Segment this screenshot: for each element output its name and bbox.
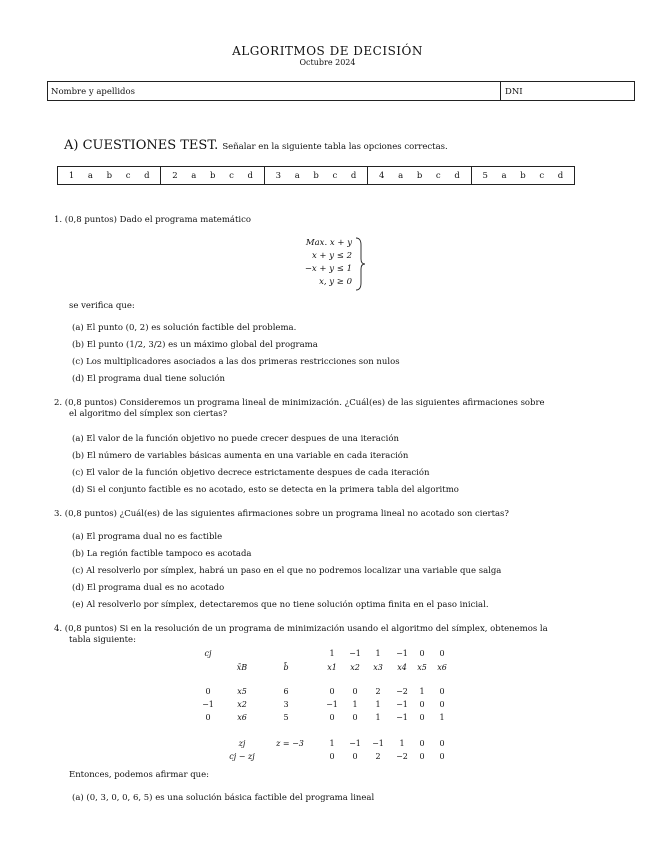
tableau-cell: 1 <box>439 713 445 722</box>
var-header: x5 <box>417 663 427 672</box>
answer-option-b[interactable]: b <box>313 170 319 181</box>
program-objective: Max. x + y <box>305 238 352 248</box>
tableau-cell: 1 <box>352 700 358 709</box>
question-1-stem: 1. (0,8 puntos) Dado el programa matemático <box>54 215 251 225</box>
var-header: x2 <box>350 663 360 672</box>
cb-cell: 0 <box>205 687 211 696</box>
cz-cell: 0 <box>419 752 425 761</box>
tableau-cell: 0 <box>419 713 425 722</box>
tableau-cell: 2 <box>375 687 381 696</box>
answer-cell-2 <box>160 167 263 184</box>
answer-option-d[interactable]: d <box>144 170 150 181</box>
zj-cell: 1 <box>329 739 335 748</box>
tableau-cell: 0 <box>439 687 445 696</box>
cz-cell: 0 <box>352 752 358 761</box>
question-3-option-c: (c) Al resolverlo por símplex, habrá un paso en el que no podremos localizar una variable que salga <box>72 566 502 576</box>
answer-option-c[interactable]: c <box>229 170 234 181</box>
section-a-title: A) CUESTIONES TEST. <box>64 138 219 153</box>
answer-cell-5 <box>471 167 574 184</box>
question-3-option-a: (a) El programa dual no es factible <box>72 532 223 542</box>
cz-cell: 0 <box>329 752 335 761</box>
b-cell: 5 <box>283 713 289 722</box>
question-2-option-a: (a) El valor de la función objetivo no puede crecer despues de una iteración <box>72 434 399 444</box>
objective-value: z = −3 <box>276 739 304 748</box>
question-1-lead: se verifica que: <box>69 301 135 311</box>
answer-option-b[interactable]: b <box>210 170 216 181</box>
answer-option-d[interactable]: d <box>247 170 253 181</box>
zj-cell: 1 <box>399 739 405 748</box>
question-3-option-b: (b) La región factible tampoco es acotada <box>72 549 252 559</box>
answer-cell-3 <box>264 167 367 184</box>
answer-option-a[interactable]: a <box>87 170 93 181</box>
tableau-cell: 0 <box>329 687 335 696</box>
question-2-option-d: (d) Si el conjunto factible es no acotado, esto se detecta en la primera tabla del algoritmo <box>72 485 459 495</box>
section-a-heading <box>64 138 448 153</box>
zj-cell: 0 <box>419 739 425 748</box>
answer-cell-4 <box>367 167 470 184</box>
cost-cell: 1 <box>375 649 381 658</box>
tableau-cell: 1 <box>375 700 381 709</box>
zj-cell: −1 <box>349 739 361 748</box>
cost-cell: 0 <box>419 649 425 658</box>
cost-cell: −1 <box>349 649 361 658</box>
question-1-option-b: (b) El punto (1/2, 3/2) es un máximo global del programa <box>72 340 318 350</box>
dni-field-label: DNI <box>505 87 523 97</box>
answer-option-a[interactable]: a <box>294 170 300 181</box>
cj-label: cj <box>204 649 212 658</box>
program-brace <box>354 237 366 291</box>
var-header: x4 <box>397 663 407 672</box>
answer-number: 4 <box>379 170 385 181</box>
question-1-program <box>290 237 352 289</box>
cz-cell: 0 <box>439 752 445 761</box>
section-a-instruction: Señalar en la siguiente tabla las opciones correctas. <box>222 142 448 152</box>
answer-number: 5 <box>482 170 488 181</box>
tableau-cell: −1 <box>326 700 338 709</box>
question-4-stem: 4. (0,8 puntos) Si en la resolución de un programa de minimización usando el algoritmo del símplex, obtenemos la <box>54 624 548 634</box>
xb-cell: x5 <box>237 687 247 696</box>
question-1-option-d: (d) El programa dual tiene solución <box>72 374 225 384</box>
answer-option-a[interactable]: a <box>398 170 404 181</box>
question-2-stem: 2. (0,8 puntos) Consideremos un programa lineal de minimización. ¿Cuál(es) de las siguientes afirmaciones sobre <box>54 398 545 408</box>
identification-divider <box>500 82 501 100</box>
xb-cell: x2 <box>237 700 247 709</box>
answer-option-a[interactable]: a <box>501 170 507 181</box>
name-field-label: Nombre y apellidos <box>51 87 135 97</box>
b-cell: 3 <box>283 700 289 709</box>
xb-header: x̄B <box>236 663 248 672</box>
answer-option-d[interactable]: d <box>350 170 357 181</box>
answer-option-c[interactable]: c <box>332 170 338 181</box>
tableau-cell: 0 <box>352 713 358 722</box>
question-1-option-c: (c) Los multiplicadores asociados a las dos primeras restricciones son nulos <box>72 357 400 367</box>
question-2-stem-cont: el algoritmo del símplex son ciertas? <box>69 409 228 419</box>
question-3-stem: 3. (0,8 puntos) ¿Cuál(es) de las siguientes afirmaciones sobre un programa lineal no acotado son ciertas? <box>54 509 509 519</box>
zj-cell: 0 <box>439 739 445 748</box>
var-header: x1 <box>327 663 337 672</box>
answer-option-c[interactable]: c <box>435 170 441 181</box>
xb-cell: x6 <box>237 713 247 722</box>
program-constraint: x + y ≤ 2 <box>311 251 352 261</box>
var-header: x3 <box>373 663 383 672</box>
question-1-option-a: (a) El punto (0, 2) es solución factible del problema. <box>72 323 297 333</box>
answer-option-d[interactable]: d <box>557 170 564 181</box>
answer-option-c[interactable]: c <box>539 170 545 181</box>
question-3-option-e: (e) Al resolverlo por símplex, detectaremos que no tiene solución optima finita en el paso inicial. <box>72 600 489 610</box>
answer-number: 1 <box>68 170 75 181</box>
tableau-cell: −1 <box>396 700 408 709</box>
program-constraint: −x + y ≤ 1 <box>304 264 352 274</box>
tableau-cell: −1 <box>396 713 408 722</box>
zj-label: zj <box>238 739 246 748</box>
answer-option-a[interactable]: a <box>191 170 197 181</box>
program-constraint: x, y ≥ 0 <box>319 277 352 287</box>
cz-cell: 2 <box>375 752 381 761</box>
exam-date: Octubre 2024 <box>299 58 356 67</box>
cb-cell: −1 <box>202 700 214 709</box>
cb-cell: 0 <box>205 713 211 722</box>
answer-option-b[interactable]: b <box>520 170 526 181</box>
cost-cell: −1 <box>396 649 408 658</box>
cost-cell: 0 <box>439 649 445 658</box>
question-4-lead: Entonces, podemos afirmar que: <box>69 770 210 780</box>
answer-grid <box>57 166 575 185</box>
b-header: b̄ <box>283 663 289 672</box>
question-2-option-c: (c) El valor de la función objetivo decrece estrictamente despues de cada iteración <box>72 468 430 478</box>
answer-number: 2 <box>172 170 178 181</box>
zj-cell: −1 <box>372 739 384 748</box>
cost-cell: 1 <box>329 649 335 658</box>
var-header: x6 <box>437 663 447 672</box>
answer-option-d[interactable]: d <box>454 170 460 181</box>
exam-title: ALGORITMOS DE DECISIÓN <box>232 44 423 58</box>
tableau-cell: 0 <box>419 700 425 709</box>
answer-option-b[interactable]: b <box>416 170 423 181</box>
answer-option-b[interactable]: b <box>106 170 113 181</box>
tableau-cell: 0 <box>439 700 445 709</box>
question-4-option-a: (a) (0, 3, 0, 0, 6, 5) es una solución básica factible del programa lineal <box>72 793 375 803</box>
identification-box <box>47 81 635 101</box>
tableau-cell: 0 <box>352 687 358 696</box>
tableau-cell: 1 <box>419 687 425 696</box>
tableau-cell: 0 <box>329 713 335 722</box>
cz-cell: −2 <box>396 752 408 761</box>
tableau-cell: 1 <box>375 713 381 722</box>
question-3-option-d: (d) El programa dual es no acotado <box>72 583 225 593</box>
question-2-option-b: (b) El número de variables básicas aumenta en una variable en cada iteración <box>72 451 409 461</box>
answer-cell-1 <box>58 167 160 184</box>
b-cell: 6 <box>283 687 289 696</box>
tableau-cell: −2 <box>396 687 408 696</box>
answer-option-c[interactable]: c <box>125 170 131 181</box>
answer-number: 3 <box>275 170 282 181</box>
cz-label: cj − zj <box>229 752 255 761</box>
question-4-stem-cont: tabla siguiente: <box>69 635 136 645</box>
